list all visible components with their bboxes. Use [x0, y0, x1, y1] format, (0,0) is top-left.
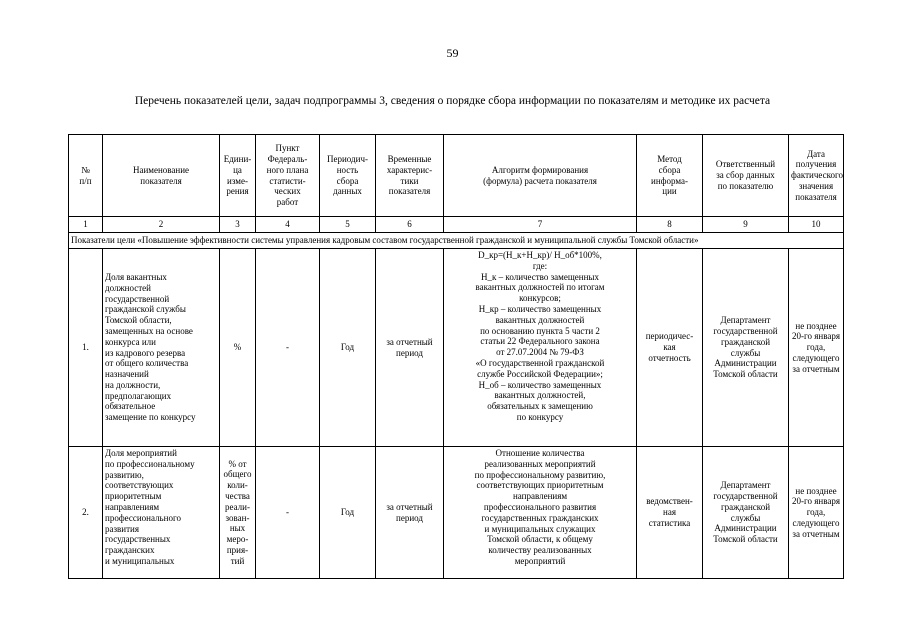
unit: % от общего коли- чества реали- зован- ных меро- прия- тий — [220, 447, 256, 579]
collection-method: ведомствен- ная статистика — [637, 447, 703, 579]
algorithm: D_кр=(Н_к+Н_кр)/ Н_об*100%, где: Н_к – количество замещенных вакантных должностей по итогам конкурсов; Н_кр – количество замещенных вакантных должностей по основанию пункта 5 части 2 статьи 22 Федерального закона от 27.07.2004 № 79-ФЗ «О государственной гражданской службе Российской Федерации»; Н_об – количество замещенных вакантных должностей, обязательных к замещению по конкурсу — [444, 249, 637, 447]
plan-item: - — [256, 249, 320, 447]
header-unit: Едини- ца изме- рения — [220, 135, 256, 217]
header-method: Метод сбора информа- ции — [637, 135, 703, 217]
column-number: 2 — [103, 217, 220, 233]
column-number: 10 — [789, 217, 844, 233]
column-number: 1 — [69, 217, 103, 233]
row-number: 1. — [69, 249, 103, 447]
column-number: 9 — [703, 217, 789, 233]
page-number: 59 — [446, 46, 459, 60]
header-responsible: Ответственный за сбор данных по показателю — [703, 135, 789, 217]
document-title: Перечень показателей цели, задач подпрограммы 3, сведения о порядке сбора информации по показателям и методике их расчета — [134, 95, 771, 107]
column-number-row — [69, 217, 844, 233]
collection-method: периодичес- кая отчетность — [637, 249, 703, 447]
responsible: Департамент государственной гражданской службы Администрации Томской области — [703, 447, 789, 579]
header-number: № п/п — [69, 135, 103, 217]
time-characteristics: за отчетный период — [376, 249, 444, 447]
algorithm: Отношение количества реализованных мероприятий по профессиональному развитию, соответствующих приоритетным направлениям профессионального развития государственных гражданских и муниципальных служащих Томской области, к общему количеству реализованных мероприятий — [444, 447, 637, 579]
date-received: не позднее 20-го января года, следующего за отчетным — [789, 249, 844, 447]
header-date: Дата получения фактического значения показателя — [789, 135, 844, 217]
column-number: 6 — [376, 217, 444, 233]
header-plan-item: Пункт Федераль- ного плана статисти- ческих работ — [256, 135, 320, 217]
column-number: 7 — [444, 217, 637, 233]
row-number: 2. — [69, 447, 103, 579]
section-title: Показатели цели «Повышение эффективности системы управления кадровым составом государственной гражданской и муниципальной службы Томской области» — [69, 233, 844, 249]
indicators-table — [68, 134, 844, 579]
header-row — [69, 135, 844, 217]
header-algorithm: Алгоритм формирования (формула) расчета показателя — [444, 135, 637, 217]
table-row — [69, 249, 844, 447]
indicator-name: Доля вакантных должностей государственной гражданской службы Томской области, замещенных на основе конкурса или из кадрового резерва от общего количества назначений на должности, предполагающих обязательное замещение по конкурсу — [103, 249, 220, 447]
time-characteristics: за отчетный период — [376, 447, 444, 579]
column-number: 8 — [637, 217, 703, 233]
header-name: Наименование показателя — [103, 135, 220, 217]
section-row — [69, 233, 844, 249]
periodicity: Год — [320, 447, 376, 579]
plan-item: - — [256, 447, 320, 579]
table-row — [69, 447, 844, 579]
column-number: 5 — [320, 217, 376, 233]
date-received: не позднее 20-го января года, следующего за отчетным — [789, 447, 844, 579]
header-time-characteristics: Временные характерис- тики показателя — [376, 135, 444, 217]
header-periodicity: Периодич- ность сбора данных — [320, 135, 376, 217]
column-number: 4 — [256, 217, 320, 233]
responsible: Департамент государственной гражданской службы Администрации Томской области — [703, 249, 789, 447]
indicator-name: Доля мероприятий по профессиональному развитию, соответствующих приоритетным направлениям профессионального развития государственных гражданских и муниципальных — [103, 447, 220, 579]
periodicity: Год — [320, 249, 376, 447]
column-number: 3 — [220, 217, 256, 233]
unit: % — [220, 249, 256, 447]
